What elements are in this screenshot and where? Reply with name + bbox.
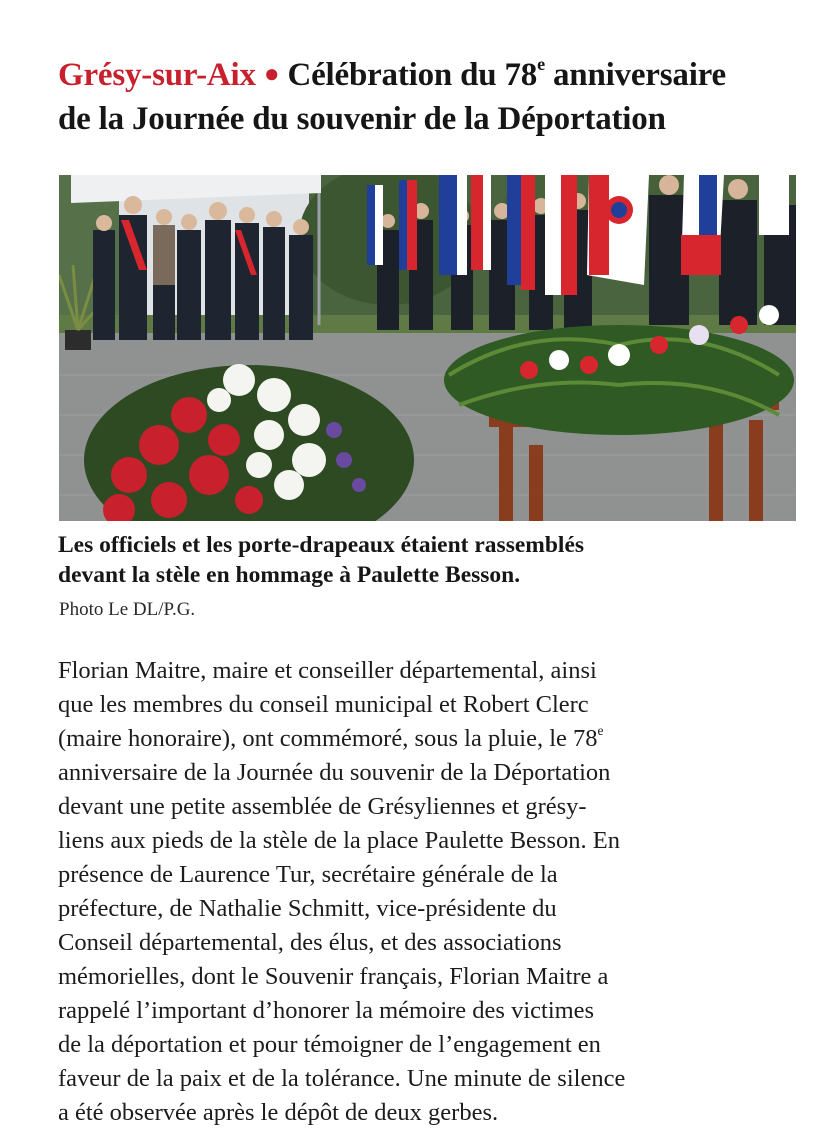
photo-credit: Photo Le DL/P.G. xyxy=(59,599,196,620)
headline-separator-dot: ● xyxy=(263,59,280,88)
headline-text: Célébration du 78e anniversaire xyxy=(287,54,726,93)
body-line: mémorielles, dont le Souvenir français, Florian Maitre a xyxy=(58,963,609,990)
body-line: (maire honoraire), ont commémoré, sous la pluie, le 78e xyxy=(58,722,604,752)
article-headline xyxy=(58,54,808,141)
body-line: devant une petite assemblée de Grésyliennes et grésy- xyxy=(58,793,587,820)
body-line: préfecture, de Nathalie Schmitt, vice-présidente du xyxy=(58,895,557,922)
caption-line-1: Les officiels et les porte-drapeaux étaient rassemblés xyxy=(58,532,585,558)
body-line: présence de Laurence Tur, secrétaire générale de la xyxy=(58,861,558,888)
body-line: faveur de la paix et de la tolérance. Une minute de silence xyxy=(58,1065,626,1092)
photo-caption xyxy=(58,530,808,590)
body-line: que les membres du conseil municipal et Robert Clerc xyxy=(58,691,589,718)
headline-location: Grésy-sur-Aix xyxy=(58,57,256,93)
body-line: liens aux pieds de la stèle de la place Paulette Besson. En xyxy=(58,827,620,854)
body-line: rappelé l’important d’honorer la mémoire des victimes xyxy=(58,997,595,1024)
ceremony-photo xyxy=(59,175,796,521)
article-body xyxy=(58,654,813,1130)
body-line: a été observée après le dépôt de deux gerbes. xyxy=(58,1099,499,1126)
headline-text-line2: de la Journée du souvenir de la Déportation xyxy=(58,101,666,137)
body-line: Florian Maitre, maire et conseiller départemental, ainsi xyxy=(58,657,597,684)
body-line: anniversaire de la Journée du souvenir de la Déportation xyxy=(58,759,611,786)
body-line: Conseil départemental, des élus, et des associations xyxy=(58,929,562,956)
body-line: de la déportation et pour témoigner de l’engagement en xyxy=(58,1031,601,1058)
caption-line-2: devant la stèle en hommage à Paulette Besson. xyxy=(58,562,521,588)
